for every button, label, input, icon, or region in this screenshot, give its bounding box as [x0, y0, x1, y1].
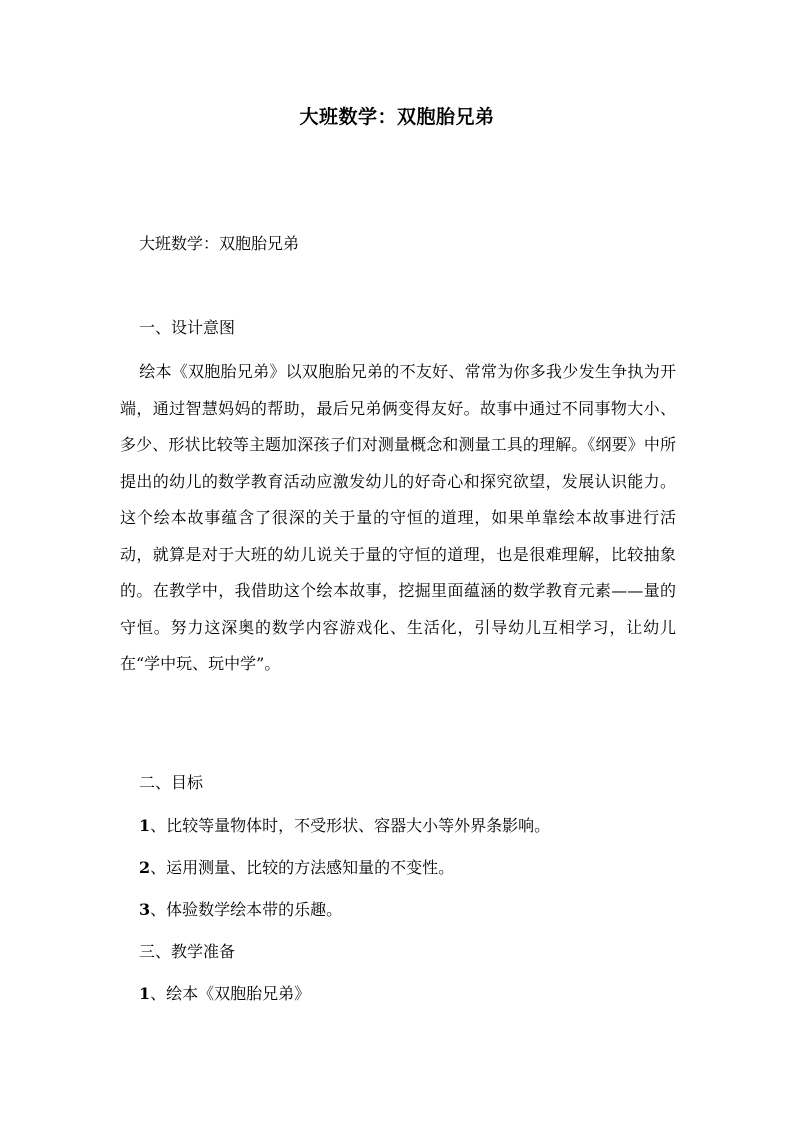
preparation-item-1-text: 、绘本《双胞胎兄弟》 [150, 984, 311, 1003]
goal-item-2-text: 、运用测量、比较的方法感知量的不变性。 [150, 858, 455, 877]
goal-item-3-number: 3 [139, 900, 151, 919]
goal-item-3-text: 、体验数学绘本带的乐趣。 [150, 900, 343, 919]
goal-item-2-number: 2 [139, 858, 151, 877]
goal-item-1-number: 1 [139, 816, 151, 835]
document-subtitle: 大班数学：双胞胎兄弟 [139, 234, 300, 253]
section-heading-preparation: 三、教学准备 [139, 942, 236, 961]
preparation-item-1-number: 1 [139, 984, 151, 1003]
goal-item-1 [139, 813, 699, 839]
goal-item-1-text: 、比较等量物体时，不受形状、容器大小等外界条影响。 [150, 816, 551, 835]
design-intent-paragraph: 绘本《双胞胎兄弟》以双胞胎兄弟的不友好、常常为你多我少发生争执为开端，通过智慧妈妈的帮助，最后兄弟俩变得友好。故事中通过不同事物大小、多少、形状比较等主题加深孩子们对测量概念和测量工具的理解。《纲要》中所提出的幼儿的数学教育活动应激发幼儿的好奇心和探究欲望，发展认识能力。这个绘本故事蕴含了很深的关于量的守恒的道理，如果单靠绘本故事进行活动，就算是对于大班的幼儿说关于量的守恒的道理，也是很难理解，比较抽象的。在教学中，我借助这个绘本故事，挖掘里面蕴涵的数学教育元素——量的守恒。努力这深奥的数学内容游戏化、生活化，引导幼儿互相学习，让幼儿在“学中玩、玩中学”。 [120, 362, 676, 673]
goal-item-2 [139, 855, 699, 881]
preparation-item-1 [139, 981, 699, 1007]
document-title: 大班数学：双胞胎兄弟 [299, 106, 495, 128]
section-heading-design-intent: 一、设计意图 [139, 318, 236, 337]
goal-item-3 [139, 897, 699, 923]
section-heading-goals: 二、目标 [139, 773, 204, 792]
